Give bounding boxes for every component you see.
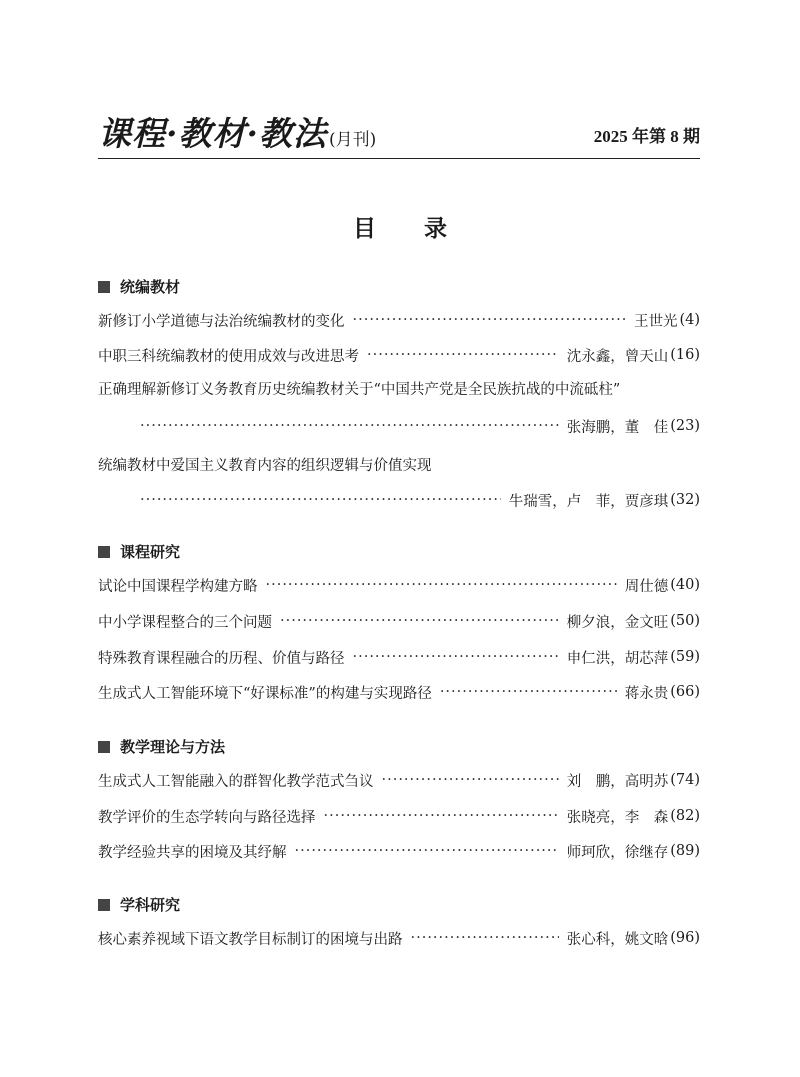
entry-page: (23) <box>670 418 700 434</box>
section-heading <box>98 541 180 562</box>
entry-title[interactable]: 统编教材中爱国主义教育内容的组织逻辑与价值实现 <box>98 458 432 474</box>
header-rule <box>98 158 700 159</box>
entry-page: (32) <box>670 492 700 508</box>
section-heading <box>98 736 225 757</box>
entry-authors: 牛瑞雪，卢 菲，贾彦琪 <box>508 493 669 510</box>
entry-page: (82) <box>670 808 700 824</box>
entry-authors: 蒋永贵 <box>624 685 669 702</box>
toc-entry[interactable] <box>98 343 700 367</box>
issue-number: 2025 年第 8 期 <box>593 127 700 146</box>
section-heading-label: 统编教材 <box>120 278 181 296</box>
leader-dots <box>140 492 501 508</box>
entry-authors: 刘 鹏，高明苏 <box>566 773 669 790</box>
entry-title: 特殊教育课程融合的历程、价值与路径 <box>98 650 345 667</box>
entry-title[interactable]: 正确理解新修订义务教育历史统编教材关于“中国共产党是全民族抗战的中流砥柱” <box>98 382 621 398</box>
entry-authors: 柳夕浪，金文旺 <box>566 614 669 631</box>
toc-entry[interactable] <box>98 609 700 633</box>
journal-header <box>98 108 700 158</box>
leader-dots <box>411 930 559 946</box>
leader-dots <box>140 418 559 434</box>
entry-authors: 周仕德 <box>624 578 669 595</box>
toc-entry[interactable] <box>140 488 700 512</box>
toc-entry[interactable] <box>98 839 700 863</box>
entry-authors: 申仁洪，胡芯萍 <box>566 650 669 667</box>
entry-title: 教学经验共享的困境及其纾解 <box>98 844 287 861</box>
leader-dots <box>324 808 559 824</box>
entry-authors: 张晓亮，李 森 <box>566 809 669 826</box>
square-bullet-icon <box>98 281 110 293</box>
entry-page: (16) <box>670 347 700 363</box>
section-heading-label: 教学理论与方法 <box>120 738 226 756</box>
section-heading <box>98 276 180 297</box>
toc-entry[interactable] <box>98 804 700 828</box>
toc-entry[interactable] <box>140 414 700 438</box>
leader-dots <box>440 684 617 700</box>
entry-authors: 师珂欣，徐继存 <box>566 844 669 861</box>
entry-title: 核心素养视域下语文教学目标制订的困境与出路 <box>98 931 403 948</box>
leader-dots <box>353 312 626 328</box>
section-heading-label: 课程研究 <box>120 543 181 561</box>
entry-page: (50) <box>670 613 700 629</box>
leader-dots <box>280 613 559 629</box>
leader-dots <box>367 347 559 363</box>
leader-dots <box>382 772 559 788</box>
entry-page: (96) <box>670 930 700 946</box>
section-heading-label: 学科研究 <box>120 896 181 914</box>
journal-name: 课程·教材·教法 <box>98 114 327 153</box>
entry-title: 生成式人工智能环境下“好课标准”的构建与实现路径 <box>98 685 432 702</box>
entry-authors: 沈永鑫，曾天山 <box>566 348 669 365</box>
entry-page: (59) <box>670 649 700 665</box>
toc-entry[interactable] <box>98 573 700 597</box>
entry-title: 中职三科统编教材的使用成效与改进思考 <box>98 348 359 365</box>
toc-entry[interactable] <box>98 768 700 792</box>
section-heading <box>98 894 180 915</box>
entry-authors: 张心科，姚文晗 <box>566 931 669 948</box>
entry-title: 试论中国课程学构建方略 <box>98 578 258 595</box>
journal-title <box>98 108 376 155</box>
leader-dots <box>295 843 559 859</box>
entry-title: 教学评价的生态学转向与路径选择 <box>98 809 316 826</box>
entry-page: (40) <box>670 577 700 593</box>
entry-page: (74) <box>670 772 700 788</box>
toc-entry[interactable] <box>98 645 700 669</box>
entry-page: (4) <box>679 312 700 328</box>
leader-dots <box>266 577 617 593</box>
entry-title: 中小学课程整合的三个问题 <box>98 614 272 631</box>
toc-entry[interactable] <box>98 926 700 950</box>
square-bullet-icon <box>98 546 110 558</box>
square-bullet-icon <box>98 741 110 753</box>
toc-entry[interactable] <box>98 680 700 704</box>
toc-title: 目 录 <box>352 216 447 242</box>
entry-page: (66) <box>670 684 700 700</box>
leader-dots <box>353 649 559 665</box>
journal-subtitle: (月刊) <box>328 130 377 150</box>
entry-page: (89) <box>670 843 700 859</box>
entry-authors: 张海鹏，董 佳 <box>566 419 669 436</box>
entry-title: 生成式人工智能融入的群智化教学范式刍议 <box>98 773 374 790</box>
entry-title: 新修订小学道德与法治统编教材的变化 <box>98 313 345 330</box>
square-bullet-icon <box>98 899 110 911</box>
entry-authors: 王世光 <box>633 313 678 330</box>
toc-entry[interactable] <box>98 308 700 332</box>
